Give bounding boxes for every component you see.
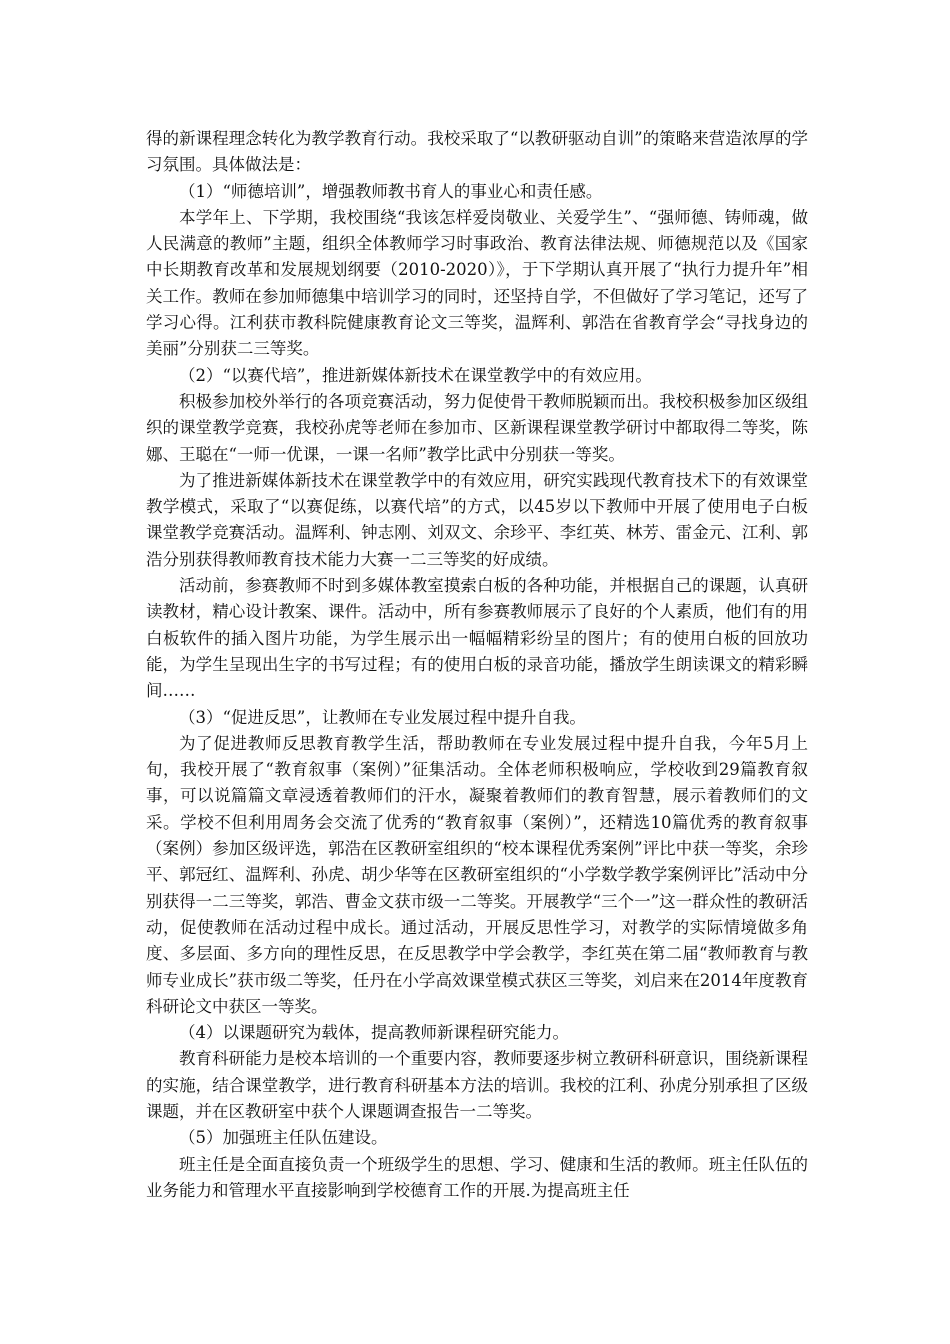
paragraph-continuation: 得的新课程理念转化为教学教育行动。我校采取了“以教研驱动自训”的策略来营造浓厚的学习氛围。具体做法是： xyxy=(146,129,808,175)
paragraph-competitions: 积极参加校外举行的各项竞赛活动，努力促使骨干教师脱颖而出。我校积极参加区级组织的课堂教学竞赛，我校孙虎等老师在参加市、区新课程课堂教学研讨中都取得二等奖，陈娜、王聪在“一师一优课，一课一名师”教学比武中分别获一等奖。 xyxy=(146,391,808,464)
heading-2-competition-training: （2）“以赛代培”，推进新媒体新技术在课堂教学中的有效应用。 xyxy=(179,365,652,385)
heading-3-reflection: （3）“促进反思”，让教师在专业发展过程中提升自我。 xyxy=(179,707,586,727)
heading-5-class-teachers: （5）加强班主任队伍建设。 xyxy=(179,1128,388,1148)
document-body xyxy=(146,126,808,1204)
paragraph-whiteboard-contest: 为了推进新媒体新技术在课堂教学中的有效应用，研究实践现代教育技术下的有效课堂教学模式，采取了“以赛促练，以赛代培”的方式，以45岁以下教师中开展了使用电子白板课堂教学竞赛活动。温辉利、钟志刚、刘双文、余珍平、李红英、林芳、雷金元、江利、郭浩分别获得教师教育技术能力大赛一二三等奖的好成绩。 xyxy=(146,470,808,569)
paragraph-research: 教育科研能力是校本培训的一个重要内容，教师要逐步树立教研科研意识，围绕新课程的实施，结合课堂教学，进行教育科研基本方法的培训。我校的江利、孙虎分别承担了区级课题，并在区教研室中获个人课题调查报告一二等奖。 xyxy=(146,1049,808,1121)
heading-4-research: （4）以课题研究为载体，提高教师新课程研究能力。 xyxy=(179,1023,569,1043)
heading-1-teacher-ethics: （1）“师德培训”，增强教师教书育人的事业心和责任感。 xyxy=(179,181,603,201)
paragraph-class-teachers: 班主任是全面直接负责一个班级学生的思想、学习、健康和生活的教师。班主任队伍的业务能力和管理水平直接影响到学校德育工作的开展.为提高班主任 xyxy=(146,1154,808,1200)
paragraph-teacher-ethics: 本学年上、下学期，我校围绕“我该怎样爱岗敬业、关爱学生”、“强师德、铸师魂，做人民满意的教师”主题，组织全体教师学习时事政治、教育法律法规、师德规范以及《国家中长期教育改革和发展规划纲要（2010-2020）》，于下学期认真开展了“执行力提升年”相关工作。教师在参加师德集中培训学习的同时，还坚持自学，不但做好了学习笔记，还写了学习心得。江利获市教科院健康教育论文三等奖，温辉利、郭浩在省教育学会“寻找身边的美丽”分别获二三等奖。 xyxy=(146,207,808,359)
paragraph-reflection: 为了促进教师反思教育教学生活，帮助教师在专业发展过程中提升自我，今年5月上旬，我校开展了“教育叙事（案例）”征集活动。全体老师积极响应，学校收到29篇教育叙事，可以说篇篇文章浸透着教师们的汗水，凝聚着教师们的教育智慧，展示着教师们的文采。学校不但利用周务会交流了优秀的“教育叙事（案例）”，还精选10篇优秀的教育叙事（案例）参加区级评选，郭浩在区教研室组织的“校本课程优秀案例”评比中获一等奖，余珍平、郭冠红、温辉利、孙虎、胡少华等在区教研室组织的“小学数学教学案例评比”活动中分别获得一二三等奖，郭浩、曹金文获市级一二等奖。开展教学“三个一”这一群众性的教研活动，促使教师在活动过程中成长。通过活动，开展反思性学习，对教学的实际情境做多角度、多层面、多方向的理性反思，在反思教学中学会教学，李红英在第二届“教师教育与教师专业成长”获市级二等奖，任丹在小学高效课堂模式获区三等奖，刘启来在2014年度教育科研论文中获区一等奖。 xyxy=(146,733,808,1016)
paragraph-contest-activity: 活动前，参赛教师不时到多媒体教室摸索白板的各种功能，并根据自己的课题，认真研读教材，精心设计教案、课件。活动中，所有参赛教师展示了良好的个人素质，他们有的用白板软件的插入图片功能，为学生展示出一幅幅精彩纷呈的图片；有的使用白板的回放功能，为学生呈现出生字的书写过程；有的使用白板的录音功能，播放学生朗读课文的精彩瞬间…… xyxy=(146,576,808,701)
